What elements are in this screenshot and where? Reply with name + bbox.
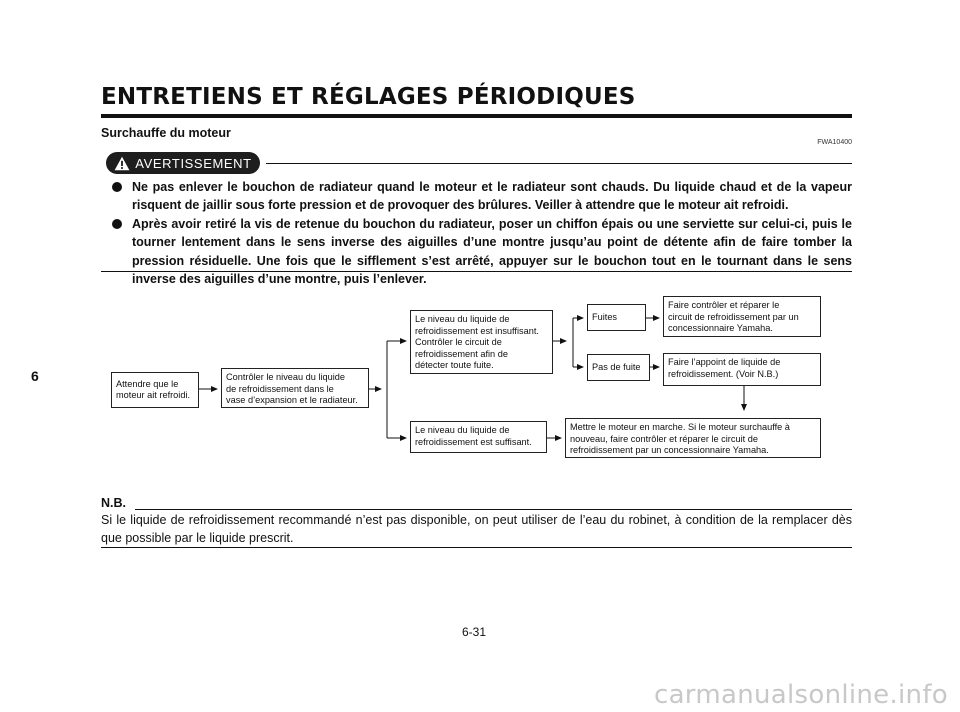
warning-label: AVERTISSEMENT	[135, 155, 252, 171]
section-title: Surchauffe du moteur	[101, 126, 231, 140]
flow-box-repair	[663, 296, 821, 337]
reference-code: FWA10400	[817, 139, 852, 146]
flow-text-line: vase d’expansion et le radiateur.	[226, 395, 358, 405]
warning-item-text: Ne pas enlever le bouchon de radiateur quand le moteur et le radiateur sont chauds. Du liquide chaud et de la vapeur risquent de jaillir sous forte pression et de provoquer des brûlures. Veiller à attendre que le moteur ait refroidi.	[132, 180, 852, 213]
flow-text-line: circuit de refroidissement par un	[668, 311, 799, 322]
watermark: carmanualsonline.info	[653, 680, 948, 710]
note-divider	[135, 509, 852, 510]
note-label: N.B.	[101, 496, 126, 510]
page-number: 6-31	[462, 625, 487, 639]
flow-text-leaks: Fuites	[592, 311, 618, 322]
flow-box-restart	[565, 418, 821, 458]
flow-text-line: Le niveau du liquide de	[415, 314, 510, 324]
flow-text-no-leak: Pas de fuite	[592, 361, 641, 372]
flow-box-check-level	[221, 368, 369, 408]
flow-text-line: détecter toute fuite.	[415, 360, 494, 370]
flow-text-line: Faire l’appoint de liquide de	[668, 357, 781, 367]
flow-text-line: concessionnaire Yamaha.	[668, 323, 773, 333]
flow-text-line: Attendre que le	[116, 378, 179, 389]
flow-text-line: Contrôler le circuit de	[415, 337, 502, 347]
flow-box-level-ok	[410, 421, 547, 453]
flow-text-line: Le niveau du liquide de	[415, 425, 510, 435]
warning-item-text: Après avoir retiré la vis de retenue du bouchon du radiateur, poser un chiffon épais ou une serviette sur celui-ci, puis le tourner lentement dans le sens inverse des aiguilles d’une montre jusqu’au point de détente afin de faire tomber la pression résiduelle. Une fois que le sifflement s’est arrêté, appuyer sur le bouchon tout en le tournant dans le sens inverse des aiguilles d’une montre, puis l’enlever.	[132, 216, 852, 287]
flow-text-line: de refroidissement dans le	[226, 383, 334, 394]
flow-box-leaks	[587, 304, 646, 331]
flow-box-level-low	[410, 310, 553, 374]
flow-text-line: Contrôler le niveau du liquide	[226, 372, 346, 382]
flow-text-line: refroidissement afin de	[415, 348, 508, 359]
flow-box-no-leak	[587, 354, 650, 381]
flow-box-wait	[111, 372, 199, 408]
flow-text-line: refroidissement est suffisant.	[415, 436, 532, 447]
flow-box-add-coolant	[663, 353, 821, 386]
flow-text-line: Faire contrôler et réparer le	[668, 300, 780, 310]
page-title: ENTRETIENS ET RÉGLAGES PÉRIODIQUES	[101, 84, 636, 110]
chapter-tab: 6	[31, 368, 39, 384]
flow-text-line: refroidissement par un concessionnaire Yamaha.	[570, 445, 769, 455]
note-end-divider	[101, 547, 852, 548]
flow-text-line: Mettre le moteur en marche. Si le moteur surchauffe à	[570, 422, 790, 432]
flow-text-line: refroidissement est insuffisant.	[415, 325, 539, 336]
flow-text-line: refroidissement. (Voir N.B.)	[668, 368, 779, 379]
flow-text-line: moteur ait refroidi.	[116, 390, 191, 400]
note-text: Si le liquide de refroidissement recommandé n’est pas disponible, on peut utiliser de l’eau du robinet, à condition de la remplacer dès que possible par le liquide prescrit.	[101, 513, 852, 545]
flow-text-line: nouveau, faire contrôler et réparer le circuit de	[570, 433, 758, 444]
